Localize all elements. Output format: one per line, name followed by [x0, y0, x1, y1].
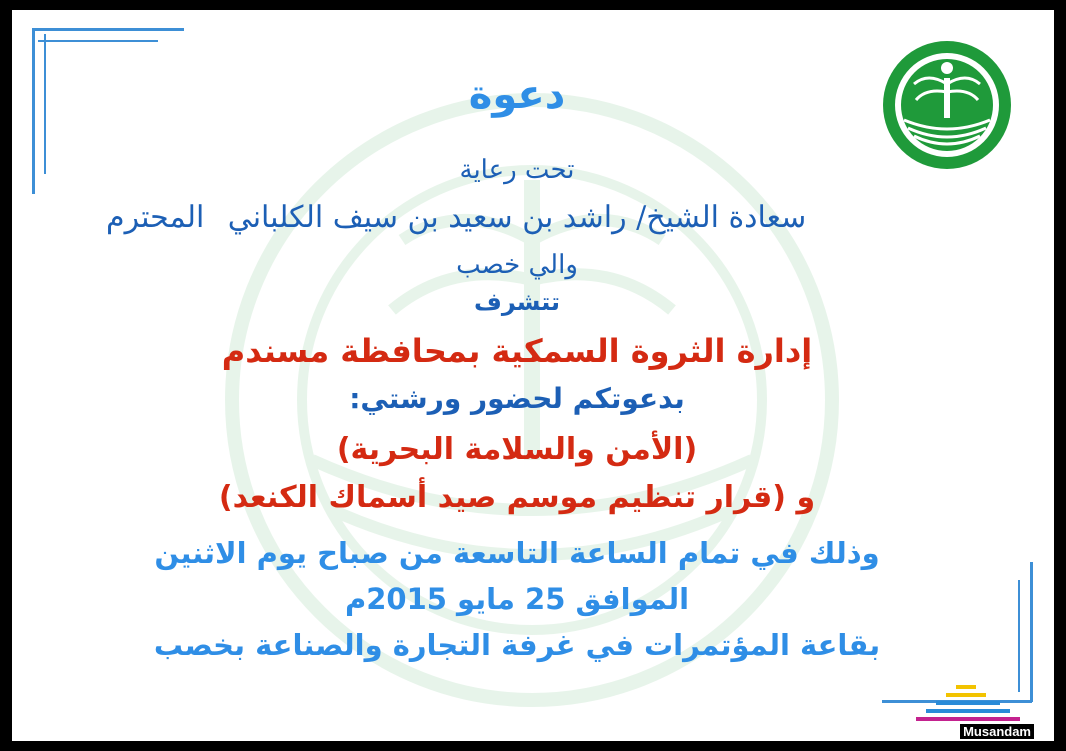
time-line: وذلك في تمام الساعة التاسعة من صباح يوم الاثنين — [154, 536, 880, 570]
patron-name: سعادة الشيخ/ راشد بن سعيد بن سيف الكلباني — [227, 200, 807, 235]
patron-title: والي خصب — [456, 250, 578, 280]
department-name: إدارة الثروة السمكية بمحافظة مسندم — [221, 332, 813, 370]
site-name: Musandam — [960, 724, 1034, 739]
venue-line: بقاعة المؤتمرات في غرفة التجارة والصناعة بخصب — [153, 628, 881, 662]
patron-respected: المحترم — [106, 200, 205, 235]
under-patronage-text: تحت رعاية — [459, 155, 575, 185]
workshop-1-title: (الأمن والسلامة البحرية) — [336, 432, 698, 467]
workshop-2-title: و (قرار تنظيم موسم صيد أسماك الكنعد) — [218, 480, 816, 515]
date-line: الموافق 25 مايو 2015م — [344, 582, 690, 616]
invitation-card — [12, 10, 1054, 741]
invite-line: بدعوتكم لحضور ورشتي: — [349, 382, 685, 415]
honored-text: تتشرف — [473, 288, 561, 316]
corner-line-top — [32, 28, 184, 31]
invitation-title: دعوة — [468, 72, 566, 118]
corner-line-top-inner — [38, 40, 158, 42]
